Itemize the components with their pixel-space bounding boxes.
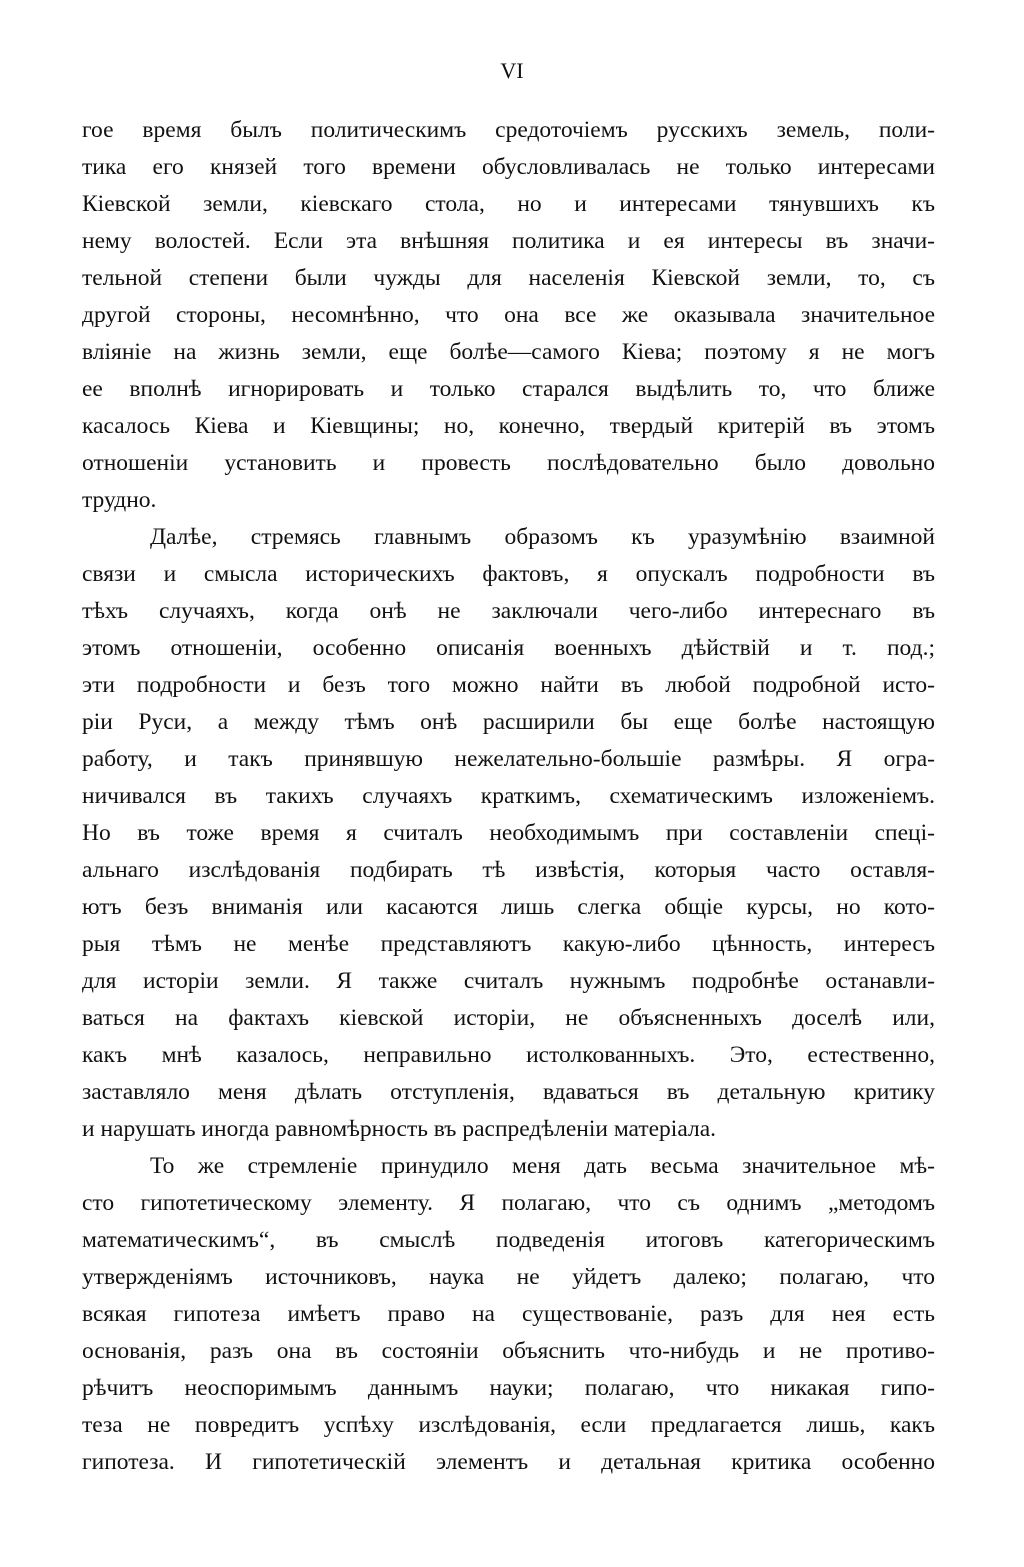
- text-line: утвержденіямъ источниковъ, наука не уйдетъ далеко; полагаю, что: [82, 1264, 935, 1290]
- text-line: Кіевской земли, кіевскаго стола, но и интересами тянувшихъ къ: [82, 191, 935, 217]
- text-line: То же стремленіе принудило меня дать весьма значительное мѣ-: [150, 1153, 935, 1179]
- text-line: математическимъ“, въ смыслѣ подведенія итоговъ категорическимъ: [82, 1227, 935, 1253]
- body-text: [82, 112, 935, 1481]
- text-line: тельной степени были чужды для населенія Кіевской земли, то, съ: [82, 265, 935, 291]
- text-line: заставляло меня дѣлать отступленія, вдаваться въ детальную критику: [82, 1079, 935, 1105]
- text-line: нему волостей. Если эта внѣшняя политика и ея интересы въ значи-: [82, 228, 935, 254]
- text-line: гипотеза. И гипотетическій элементъ и детальная критика особенно: [82, 1449, 935, 1475]
- text-line: гое время былъ политическимъ средоточіемъ русскихъ земель, поли-: [82, 117, 935, 143]
- text-line: ютъ безъ вниманія или касаются лишь слегка общіе курсы, но кото-: [82, 894, 935, 920]
- paragraph: [82, 112, 935, 519]
- text-line: теза не повредитъ успѣху изслѣдованія, если предлагается лишь, какъ: [82, 1412, 935, 1438]
- text-line: другой стороны, несомнѣнно, что она все же оказывала значительное: [82, 302, 935, 328]
- text-line: эти подробности и безъ того можно найти въ любой подробной исто-: [82, 672, 935, 698]
- text-line: Далѣе, стремясь главнымъ образомъ къ уразумѣнію взаимной: [150, 524, 935, 550]
- text-line: сто гипотетическому элементу. Я полагаю, что съ однимъ „методомъ: [82, 1190, 935, 1216]
- text-line: касалось Кіева и Кіевщины; но, конечно, твердый критерій въ этомъ: [82, 413, 935, 439]
- text-line: и нарушать иногда равномѣрность въ распредѣленіи матеріала.: [82, 1116, 717, 1142]
- text-line: связи и смысла историческихъ фактовъ, я опускалъ подробности въ: [82, 561, 935, 587]
- text-line: этомъ отношеніи, особенно описанія военныхъ дѣйствій и т. под.;: [82, 635, 935, 661]
- paragraph: [82, 1148, 935, 1481]
- text-line: Но въ тоже время я считалъ необходимымъ при составленіи спеці-: [82, 820, 935, 846]
- text-line: для исторіи земли. Я также считалъ нужнымъ подробнѣе останавли-: [82, 968, 935, 994]
- text-line: вліяніе на жизнь земли, еще болѣе—самого Кіева; поэтому я не могъ: [82, 339, 935, 365]
- page-number: VI: [500, 58, 524, 83]
- paragraph: [82, 519, 935, 1148]
- text-line: работу, и такъ принявшую нежелательно-большіе размѣры. Я огра-: [82, 746, 935, 772]
- text-line: рыя тѣмъ не менѣе представляютъ какую-либо цѣнность, интересъ: [82, 931, 935, 957]
- text-line: ничивался въ такихъ случаяхъ краткимъ, схематическимъ изложеніемъ.: [82, 783, 935, 809]
- text-line: трудно.: [82, 487, 157, 513]
- text-line: основанія, разъ она въ состояніи объяснить что-нибудь и не противо-: [82, 1338, 935, 1364]
- text-line: тика его князей того времени обусловливалась не только интересами: [82, 154, 935, 180]
- text-line: рѣчитъ неоспоримымъ даннымъ науки; полагаю, что никакая гипо-: [82, 1375, 935, 1401]
- text-line: отношеніи установить и провесть послѣдовательно было довольно: [82, 450, 935, 476]
- text-line: ваться на фактахъ кіевской исторіи, не объясненныхъ доселѣ или,: [82, 1005, 935, 1031]
- text-line: ее вполнѣ игнорировать и только старался выдѣлить то, что ближе: [82, 376, 935, 402]
- text-line: тѣхъ случаяхъ, когда онѣ не заключали чего-либо интереснаго въ: [82, 598, 935, 624]
- text-line: ріи Руси, а между тѣмъ онѣ расширили бы еще болѣе настоящую: [82, 709, 935, 735]
- text-line: альнаго изслѣдованія подбирать тѣ извѣстія, которыя часто оставля-: [82, 857, 935, 883]
- text-line: всякая гипотеза имѣетъ право на существованіе, разъ для нея есть: [82, 1301, 935, 1327]
- text-line: какъ мнѣ казалось, неправильно истолкованныхъ. Это, естественно,: [82, 1042, 935, 1068]
